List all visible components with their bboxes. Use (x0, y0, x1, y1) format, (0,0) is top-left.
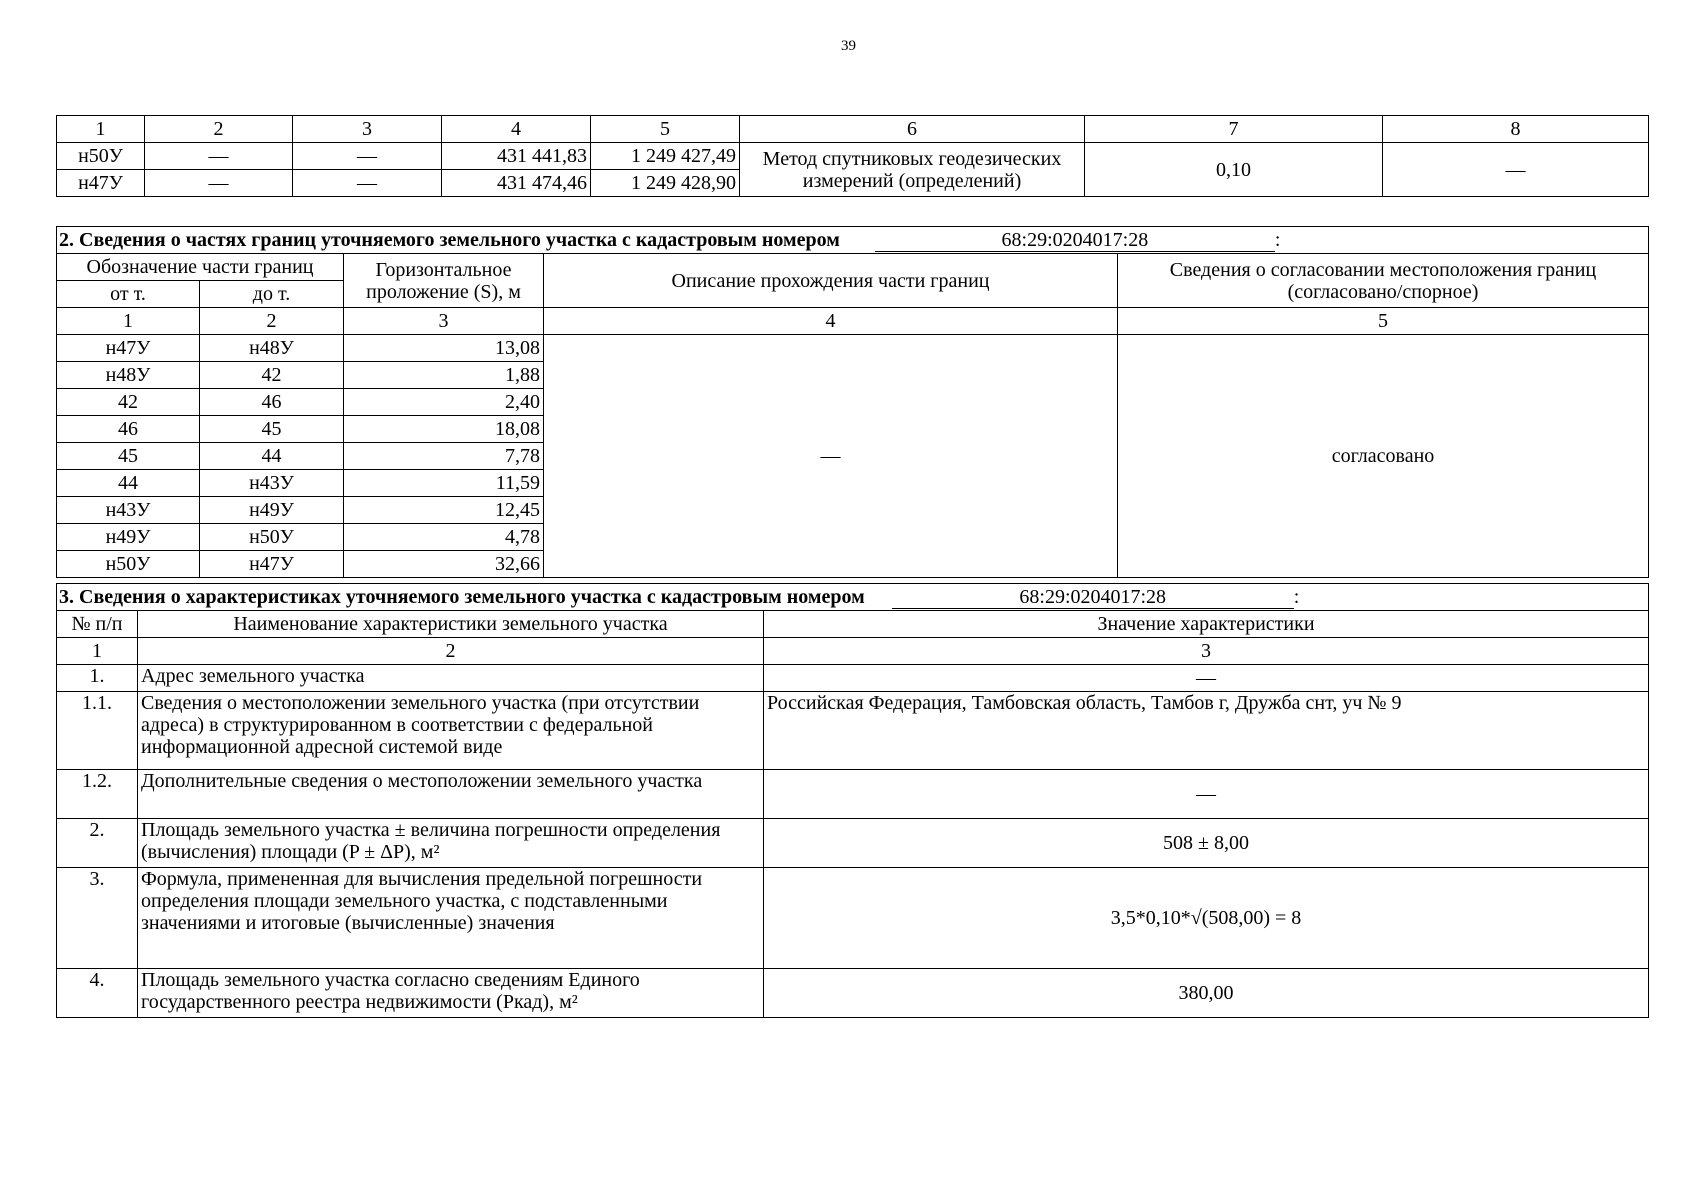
point-name: н50У (57, 143, 145, 170)
colon: : (1293, 585, 1300, 608)
characteristic-name: Дополнительные сведения о местоположении земельного участка (138, 770, 764, 819)
segment-length: 12,45 (344, 497, 544, 524)
page-number: 39 (841, 38, 856, 54)
column-number: 3 (344, 308, 544, 335)
characteristic-value: 3,5*0,10*√(508,00) = 8 (764, 868, 1649, 969)
to-point: 44 (200, 443, 344, 470)
row-number: 1. (57, 665, 138, 692)
row-number: 1.2. (57, 770, 138, 819)
characteristic-name: Площадь земельного участка ± величина погрешности определения (вычисления) площади (P ± ΔP), м² (138, 819, 764, 868)
table-row (57, 665, 1649, 692)
from-point: н49У (57, 524, 200, 551)
characteristic-value: 380,00 (764, 969, 1649, 1018)
column-number: 4 (442, 116, 591, 143)
header-from-point: от т. (57, 281, 200, 308)
column-number: 3 (764, 638, 1649, 665)
to-point: 46 (200, 389, 344, 416)
cadastral-number: 68:29:0204017:28 (892, 586, 1294, 609)
to-point: н49У (200, 497, 344, 524)
segment-length: 18,08 (344, 416, 544, 443)
column-8-value: — (1383, 143, 1649, 197)
from-point: н50У (57, 551, 200, 578)
table-row (57, 969, 1649, 1018)
accuracy-value: 0,10 (1085, 143, 1383, 197)
characteristic-name: Сведения о местоположении земельного участка (при отсутствии адреса) в структурированном в соответствии с федеральной информационной адресной системой виде (138, 692, 764, 770)
from-point: 46 (57, 416, 200, 443)
header-number: № п/п (57, 611, 138, 638)
column-number: 1 (57, 638, 138, 665)
header-agreement: Сведения о согласовании местоположения границ (согласовано/спорное) (1118, 254, 1649, 308)
column-numbers-row (57, 638, 1649, 665)
characteristic-name: Формула, примененная для вычисления предельной погрешности определения площади земельного участка, с подставленными значениями и итоговые (вычисленные) значения (138, 868, 764, 969)
to-point: н47У (200, 551, 344, 578)
segment-length: 2,40 (344, 389, 544, 416)
row-number: 4. (57, 969, 138, 1018)
column-number: 8 (1383, 116, 1649, 143)
column-number: 7 (1085, 116, 1383, 143)
cell-value: — (145, 143, 293, 170)
coordinate-y: 1 249 428,90 (591, 170, 740, 197)
column-number: 6 (740, 116, 1085, 143)
table-row (57, 819, 1649, 868)
points-table (56, 115, 1649, 197)
boundary-parts-table (56, 226, 1649, 578)
description-value: — (544, 335, 1118, 578)
column-number: 5 (1118, 308, 1649, 335)
from-point: 45 (57, 443, 200, 470)
table-row (57, 868, 1649, 969)
section-2-title-text: 2. Сведения о частях границ уточняемого земельного участка с кадастровым номером (59, 228, 840, 251)
header-characteristic-name: Наименование характеристики земельного участка (138, 611, 764, 638)
header-characteristic-value: Значение характеристики (764, 611, 1649, 638)
coordinate-x: 431 474,46 (442, 170, 591, 197)
from-point: 44 (57, 470, 200, 497)
column-number: 2 (138, 638, 764, 665)
column-number: 2 (200, 308, 344, 335)
segment-length: 1,88 (344, 362, 544, 389)
from-point: н47У (57, 335, 200, 362)
to-point: н50У (200, 524, 344, 551)
cadastral-number: 68:29:0204017:28 (875, 229, 1275, 252)
header-to-point: до т. (200, 281, 344, 308)
row-number: 2. (57, 819, 138, 868)
column-number: 2 (145, 116, 293, 143)
table-row (57, 335, 1649, 362)
column-numbers-row (57, 308, 1649, 335)
characteristic-value: 508 ± 8,00 (764, 819, 1649, 868)
table-row (57, 770, 1649, 819)
colon: : (1274, 228, 1281, 251)
column-number: 4 (544, 308, 1118, 335)
row-number: 1.1. (57, 692, 138, 770)
method-description: Метод спутниковых геодезических измерений (определений) (740, 143, 1085, 197)
characteristic-value: Российская Федерация, Тамбовская область, Тамбов г, Дружба снт, уч № 9 (764, 692, 1649, 770)
to-point: 45 (200, 416, 344, 443)
segment-length: 32,66 (344, 551, 544, 578)
column-number: 3 (293, 116, 442, 143)
to-point: н43У (200, 470, 344, 497)
characteristic-value: — (764, 770, 1649, 819)
section-2-title (57, 227, 1649, 254)
column-number: 1 (57, 116, 145, 143)
segment-length: 7,78 (344, 443, 544, 470)
coordinate-y: 1 249 427,49 (591, 143, 740, 170)
segment-length: 4,78 (344, 524, 544, 551)
cell-value: — (293, 143, 442, 170)
point-name: н47У (57, 170, 145, 197)
header-description: Описание прохождения части границ (544, 254, 1118, 308)
table-header-row (57, 116, 1649, 143)
from-point: н48У (57, 362, 200, 389)
agreement-value: согласовано (1118, 335, 1649, 578)
table-row (57, 143, 1649, 170)
characteristic-name: Адрес земельного участка (138, 665, 764, 692)
cell-value: — (293, 170, 442, 197)
to-point: 42 (200, 362, 344, 389)
segment-length: 11,59 (344, 470, 544, 497)
header-part-designation: Обозначение части границ (57, 254, 344, 281)
column-number: 1 (57, 308, 200, 335)
section-3-title (57, 584, 1649, 611)
to-point: н48У (200, 335, 344, 362)
coordinate-x: 431 441,83 (442, 143, 591, 170)
header-horizontal-length: Горизонтальное проложение (S), м (344, 254, 544, 308)
segment-length: 13,08 (344, 335, 544, 362)
from-point: н43У (57, 497, 200, 524)
section-3-title-text: 3. Сведения о характеристиках уточняемого земельного участка с кадастровым номером (59, 585, 865, 608)
from-point: 42 (57, 389, 200, 416)
cell-value: — (145, 170, 293, 197)
column-number: 5 (591, 116, 740, 143)
characteristics-table (56, 583, 1649, 1018)
characteristic-name: Площадь земельного участка согласно сведениям Единого государственного реестра недвижимости (Pкад), м² (138, 969, 764, 1018)
row-number: 3. (57, 868, 138, 969)
characteristic-value: — (764, 665, 1649, 692)
table-row (57, 692, 1649, 770)
